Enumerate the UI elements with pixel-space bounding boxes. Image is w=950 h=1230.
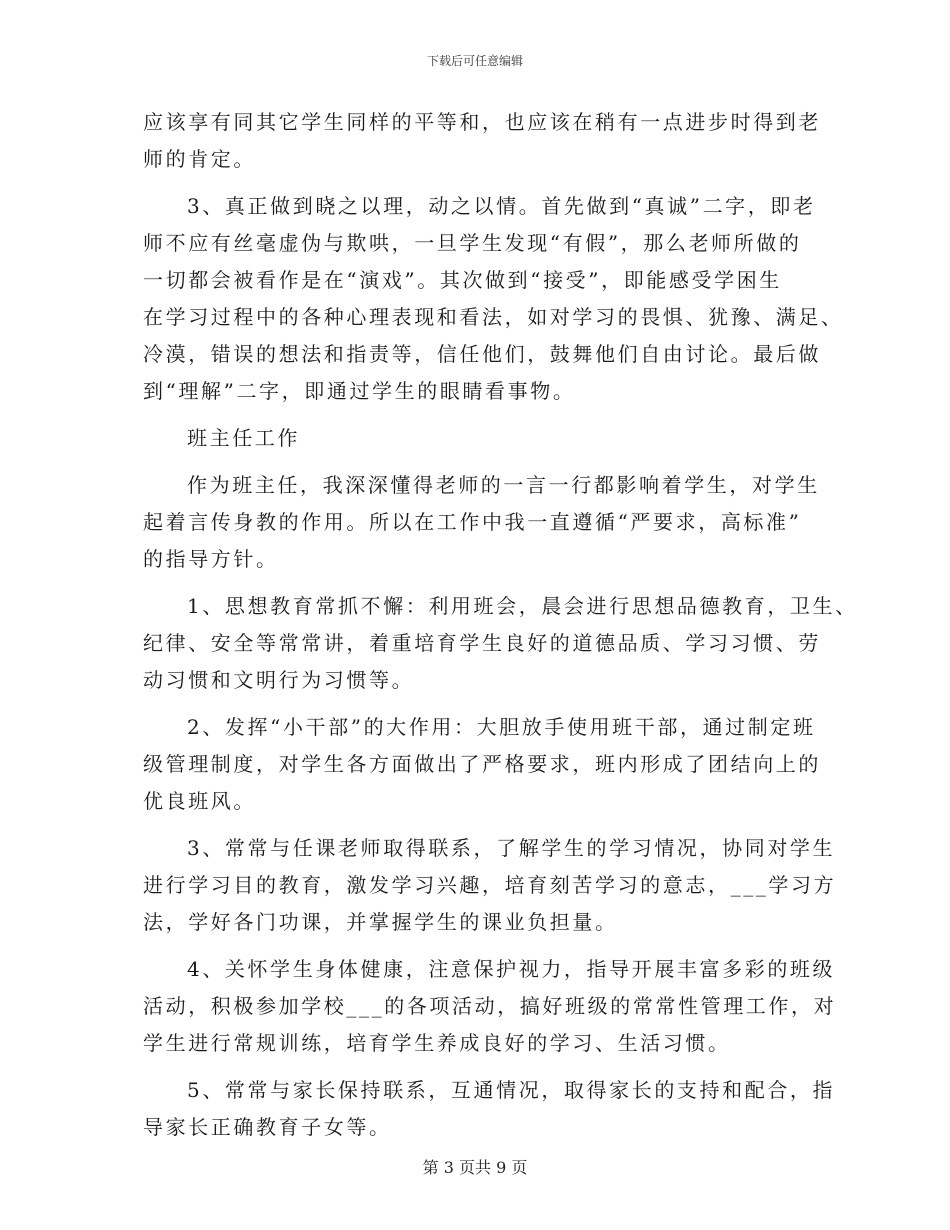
body-line: 1、思想教育常抓不懈：利用班会，晨会进行思想品德教育，卫生、 <box>187 594 858 618</box>
header-note: 下载后可任意编辑 <box>426 54 523 68</box>
page-number: 第 3 页共 9 页 <box>422 1158 528 1177</box>
body-line: 3、真正做到晓之以理，动之以情。首先做到“真诚”二字，即老 <box>187 194 816 218</box>
body-line: 2、发挥“小干部”的大作用：大胆放手使用班干部，通过制定班 <box>187 715 816 739</box>
body-line: 导家长正确教育子女等。 <box>143 1115 392 1139</box>
body-line: 4、关怀学生身体健康，注意保护视力，指导开展丰富多彩的班级 <box>187 957 836 981</box>
body-line: 5、常常与家长保持联系，互通情况，取得家长的支持和配合，指 <box>187 1078 836 1102</box>
body-line: 在学习过程中的各种心理表现和看法，如对学习的畏惧、犹豫、满足、 <box>143 305 844 329</box>
body-line: 一切都会被看作是在“演戏”。其次做到“接受”，即能感受学困生 <box>143 268 782 292</box>
body-line: 冷漠，错误的想法和指责等，信任他们，鼓舞他们自由讨论。最后做 <box>143 342 821 366</box>
document-body <box>143 104 858 1146</box>
body-line: 师的肯定。 <box>143 147 256 171</box>
body-line: 活动，积极参加学校___的各项活动，搞好班级的常常性管理工作，对 <box>143 994 837 1018</box>
body-line: 进行学习目的教育，激发学习兴趣，培育刻苦学习的意志，___学习方 <box>143 873 837 897</box>
body-line: 优良班风。 <box>143 789 256 813</box>
section-heading: 班主任工作 <box>187 426 300 450</box>
body-line: 作为班主任，我深深懂得老师的一言一行都影响着学生，对学生 <box>187 473 820 497</box>
body-line: 纪律、安全等常常讲，着重培育学生良好的道德品质、学习习惯、劳 <box>143 631 821 655</box>
body-line: 学生进行常规训练，培育学生养成良好的学习、生活习惯。 <box>143 1031 731 1055</box>
body-line: 法，学好各门功课，并掌握学生的课业负担量。 <box>143 910 618 934</box>
body-line: 动习惯和文明行为习惯等。 <box>143 668 415 692</box>
body-line: 级管理制度，对学生各方面做出了严格要求，班内形成了团结向上的 <box>143 752 821 776</box>
body-line: 的指导方针。 <box>143 547 279 571</box>
body-line: 师不应有丝毫虚伪与欺哄，一旦学生发现“有假”，那么老师所做的 <box>143 231 802 255</box>
body-line: 3、常常与任课老师取得联系，了解学生的学习情况，协同对学生 <box>187 836 836 860</box>
body-line: 应该享有同其它学生同样的平等和，也应该在稍有一点进步时得到老 <box>143 110 821 134</box>
body-line: 起着言传身教的作用。所以在工作中我一直遵循“严要求，高标准” <box>143 510 802 534</box>
body-line: 到“理解”二字，即通过学生的眼睛看事物。 <box>143 379 576 403</box>
